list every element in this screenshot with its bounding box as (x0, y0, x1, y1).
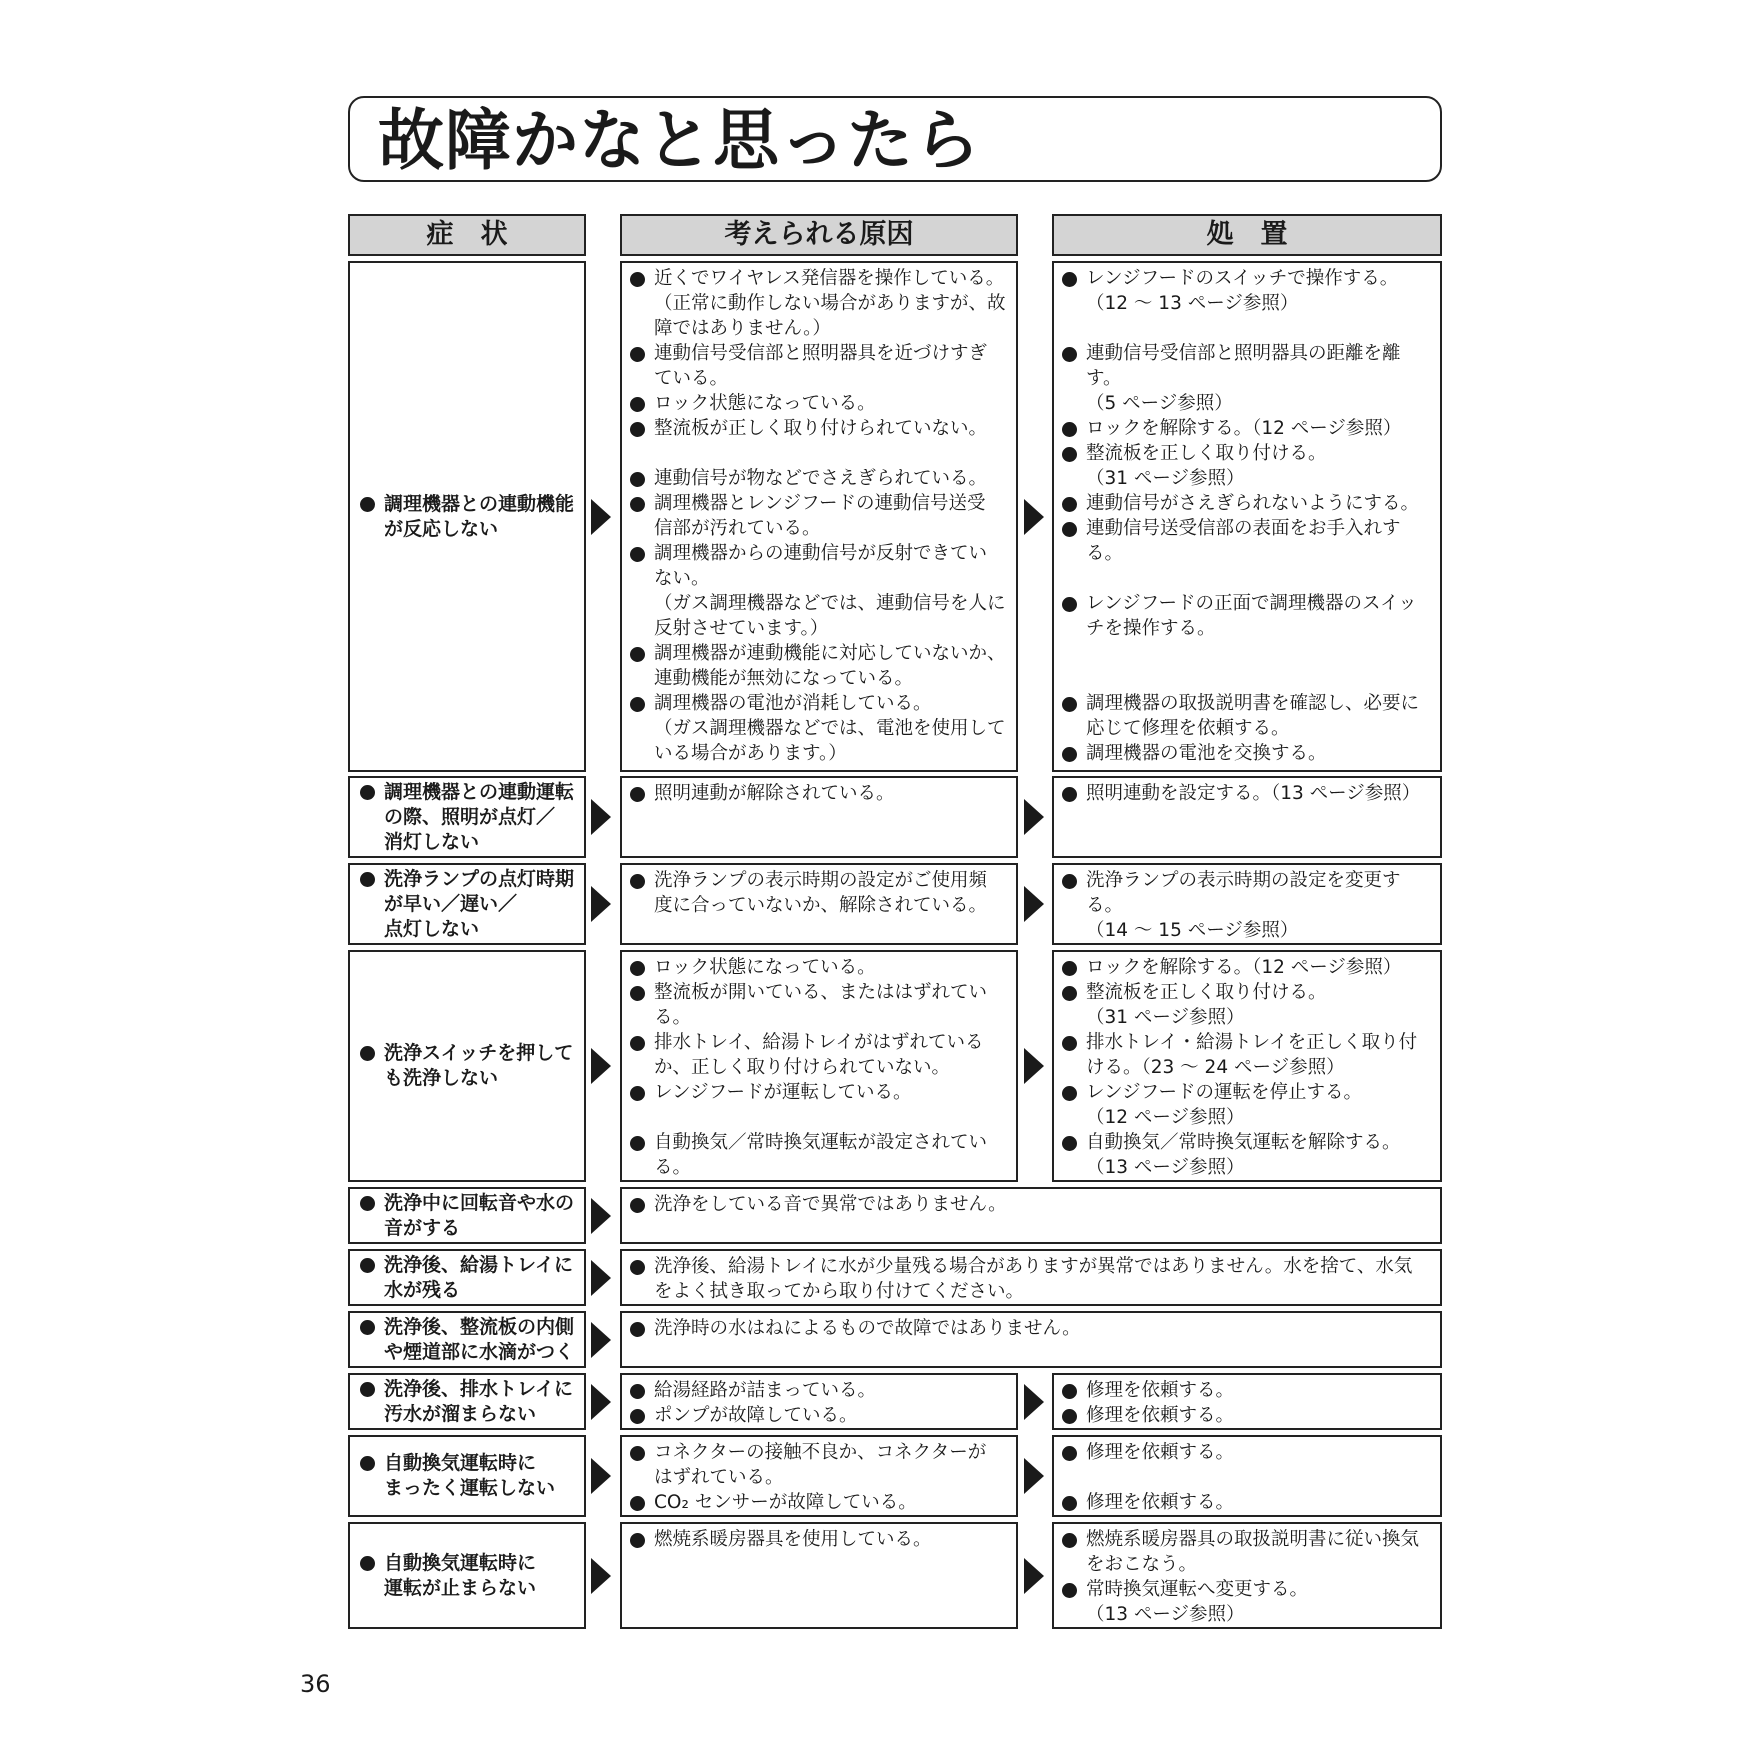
spacer (628, 441, 1010, 466)
bullet-item: レンジフードが運転している。 (628, 1080, 1010, 1105)
symptom-lines (384, 1253, 573, 1303)
bullet-icon (360, 872, 375, 887)
symptom-text (358, 1041, 573, 1091)
explanation-cell (620, 1187, 1442, 1244)
explanation-lines (622, 1313, 1440, 1341)
bullet-item: 常時換気運転へ変更する。 (1060, 1577, 1434, 1602)
symptom-line: 消灯しない (384, 830, 480, 853)
action-cell (1052, 1522, 1442, 1629)
symptom-line: も洗浄しない (384, 1067, 499, 1089)
bullet-item: コネクターの接触不良か、コネクターが (628, 1440, 1010, 1465)
symptom-cell (348, 261, 586, 772)
spacer (1060, 1465, 1434, 1490)
page-number: 36 (300, 1670, 331, 1698)
continuation-line: （ガス調理機器などでは、電池を使用して (654, 718, 1006, 739)
arrow-icon (1024, 1048, 1044, 1084)
bullet-item: 燃焼系暖房器具の取扱説明書に従い換気 (1060, 1527, 1434, 1552)
cause-lines (622, 865, 1016, 918)
action-lines (1054, 263, 1440, 766)
bullet-icon (360, 1320, 375, 1335)
bullet-item: ロックを解除する。（12 ページ参照） (1060, 416, 1434, 441)
cause-cell (620, 261, 1018, 772)
bullet-item: 整流板が開いている、またははずれてい (628, 980, 1010, 1005)
bullet-item: ロックを解除する。（12 ページ参照） (1060, 955, 1434, 980)
action-lines (1054, 865, 1440, 943)
symptom-line: 洗浄ランプの点灯時期 (384, 867, 575, 890)
bullet-item: 排水トレイ・給湯トレイを正しく取り付 (1060, 1030, 1434, 1055)
cause-lines (622, 778, 1016, 806)
bullet-item: 照明連動を設定する。（13 ページ参照） (1060, 781, 1434, 806)
continuation-line: （31 ページ参照） (1086, 468, 1245, 489)
spacer (1060, 666, 1434, 691)
bullet-icon (360, 1258, 375, 1273)
bullet-item: 洗浄をしている音で異常ではありません。 (628, 1192, 1434, 1217)
symptom-lines (384, 1315, 574, 1365)
symptom-text (358, 780, 574, 855)
bullet-icon (360, 1196, 375, 1211)
header-cause: 考えられる原因 (620, 214, 1018, 256)
bullet-item: 自動換気／常時換気運転が設定されてい (628, 1130, 1010, 1155)
bullet-item: 洗浄ランプの表示時期の設定を変更する。 (1060, 868, 1434, 918)
continuation-line: （13 ページ参照） (1086, 1157, 1245, 1178)
bullet-item: 連動信号送受信部の表面をお手入れする。 (1060, 516, 1434, 566)
action-cell (1052, 1435, 1442, 1517)
bullet-item: ロック状態になっている。 (628, 391, 1010, 416)
bullet-item: 排水トレイ、給湯トレイがはずれている (628, 1030, 1010, 1055)
continuation-line: 応じて修理を依頼する。 (1086, 718, 1290, 739)
action-cell (1052, 261, 1442, 772)
bullet-item: ポンプが故障している。 (628, 1403, 1010, 1428)
continuation-line: （ガス調理機器などでは、連動信号を人に (654, 593, 1006, 614)
symptom-line: が反応しない (384, 517, 499, 540)
symptom-cell (348, 1373, 586, 1430)
cause-cell (620, 1373, 1018, 1430)
symptom-text (358, 867, 574, 942)
continuation-line: 反射させています。） (654, 618, 829, 639)
bullet-item: 整流板が正しく取り付けられていない。 (628, 416, 1010, 441)
arrow-icon (1024, 799, 1044, 835)
continuation-line: はずれている。 (654, 1467, 784, 1488)
bullet-item: 洗浄時の水はねによるもので故障ではありません。 (628, 1316, 1434, 1341)
bullet-item: 調理機器が連動機能に対応していないか、 (628, 641, 1010, 666)
action-cell (1052, 863, 1442, 945)
bullet-item: 連動信号が物などでさえぎられている。 (628, 466, 1010, 491)
bullet-item: 調理機器の電池が消耗している。 (628, 691, 1010, 716)
symptom-lines (384, 1041, 573, 1091)
title-box (348, 96, 1442, 182)
symptom-text (358, 1191, 574, 1241)
page-title: 故障かなと思ったら (378, 102, 981, 179)
arrow-icon (591, 1260, 611, 1296)
symptom-cell (348, 863, 586, 945)
arrow-icon (1024, 1458, 1044, 1494)
symptom-lines (384, 1377, 573, 1427)
bullet-item: 洗浄ランプの表示時期の設定がご使用頻 (628, 868, 1010, 893)
arrow-icon (591, 499, 611, 535)
arrow-icon (1024, 499, 1044, 535)
bullet-icon (360, 785, 375, 800)
bullet-item: 調理機器の電池を交換する。 (1060, 741, 1434, 766)
continuation-line: をおこなう。 (1086, 1554, 1198, 1575)
bullet-icon (360, 1046, 375, 1061)
explanation-lines (622, 1189, 1440, 1217)
symptom-line: 洗浄後、給湯トレイに (384, 1253, 574, 1276)
cause-cell (620, 1435, 1018, 1517)
arrow-icon (591, 1048, 611, 1084)
bullet-item: 調理機器からの連動信号が反射できてい (628, 541, 1010, 566)
symptom-lines (384, 492, 574, 542)
action-cell (1052, 776, 1442, 858)
continuation-line: （12 ～ 13 ページ参照） (1086, 293, 1299, 314)
symptom-lines (384, 867, 574, 942)
explanation-cell (620, 1311, 1442, 1368)
arrow-icon (1024, 1558, 1044, 1594)
cause-cell (620, 863, 1018, 945)
symptom-text (358, 1377, 573, 1427)
spacer (1060, 316, 1434, 341)
bullet-item: 修理を依頼する。 (1060, 1378, 1434, 1403)
bullet-item: 近くでワイヤレス発信器を操作している。 (628, 266, 1010, 291)
symptom-cell (348, 1435, 586, 1517)
symptom-line: 汚水が溜まらない (384, 1402, 537, 1425)
bullet-item: 調理機器の取扱説明書を確認し、必要に (1060, 691, 1434, 716)
action-lines (1054, 1524, 1440, 1627)
symptom-line: 自動換気運転時に (384, 1452, 537, 1474)
continuation-line: （12 ページ参照） (1086, 1107, 1245, 1128)
symptom-line: や煙道部に水滴がつく (384, 1340, 575, 1363)
bullet-icon (360, 1556, 375, 1571)
symptom-line: 洗浄スイッチを押して (384, 1042, 574, 1064)
continuation-line: （正常に動作しない場合がありますが、故 (654, 293, 1006, 314)
bullet-item: 調理機器とレンジフードの連動信号送受 (628, 491, 1010, 516)
symptom-text (358, 1253, 573, 1303)
action-lines (1054, 952, 1440, 1180)
symptom-line: 音がする (384, 1216, 461, 1239)
cause-cell (620, 776, 1018, 858)
action-lines (1054, 1375, 1440, 1428)
bullet-item: 燃焼系暖房器具を使用している。 (628, 1527, 1010, 1552)
bullet-icon (360, 497, 375, 512)
symptom-text (358, 1551, 536, 1601)
symptom-line: が早い／遅い／ (384, 892, 518, 915)
spacer (1060, 641, 1434, 666)
action-cell (1052, 950, 1442, 1182)
symptom-line: 洗浄中に回転音や水の (384, 1191, 575, 1214)
symptom-line: の際、照明が点灯／ (384, 805, 556, 828)
continuation-line: ている。 (654, 368, 729, 389)
bullet-item: 連動信号がさえぎられないようにする。 (1060, 491, 1434, 516)
continuation-line: （13 ページ参照） (1086, 1604, 1245, 1625)
symptom-line: 調理機器との連動運転 (384, 780, 575, 803)
continuation-line: チを操作する。 (1086, 618, 1216, 639)
continuation-line: ける。（23 ～ 24 ページ参照） (1086, 1057, 1345, 1078)
symptom-line: まったく運転しない (384, 1477, 556, 1499)
continuation-line: 信部が汚れている。 (654, 518, 821, 539)
arrow-icon (1024, 886, 1044, 922)
bullet-item: 修理を依頼する。 (1060, 1440, 1434, 1465)
header-symptom: 症 状 (348, 214, 586, 256)
symptom-line: 点灯しない (384, 917, 480, 940)
symptom-line: 自動換気運転時に (384, 1551, 537, 1574)
cause-lines (622, 1375, 1016, 1428)
symptom-line: 洗浄後、排水トレイに (384, 1377, 574, 1400)
header-action: 処 置 (1052, 214, 1442, 256)
bullet-item: レンジフードのスイッチで操作する。 (1060, 266, 1434, 291)
arrow-icon (591, 1558, 611, 1594)
bullet-item: ロック状態になっている。 (628, 955, 1010, 980)
bullet-item: 整流板を正しく取り付ける。 (1060, 441, 1434, 466)
arrow-icon (591, 1384, 611, 1420)
bullet-item: レンジフードの運転を停止する。 (1060, 1080, 1434, 1105)
bullet-icon (360, 1382, 375, 1397)
bullet-item: 自動換気／常時換気運転を解除する。 (1060, 1130, 1434, 1155)
bullet-item: 洗浄後、給湯トレイに水が少量残る場合がありますが異常ではありません。水を捨て、水気 (628, 1254, 1434, 1279)
bullet-item: 修理を依頼する。 (1060, 1403, 1434, 1428)
continuation-line: ない。 (654, 568, 710, 589)
bullet-item: 連動信号受信部と照明器具の距離を離す。 (1060, 341, 1434, 391)
symptom-text (358, 1451, 555, 1501)
continuation-line: 連動機能が無効になっている。 (654, 668, 914, 689)
cause-cell (620, 950, 1018, 1182)
cause-cell (620, 1522, 1018, 1629)
continuation-line: （31 ページ参照） (1086, 1007, 1245, 1028)
cause-lines (622, 952, 1016, 1180)
action-cell (1052, 1373, 1442, 1430)
bullet-item: CO₂ センサーが故障している。 (628, 1490, 1010, 1515)
bullet-item: レンジフードの正面で調理機器のスイッ (1060, 591, 1434, 616)
bullet-item: 連動信号受信部と照明器具を近づけすぎ (628, 341, 1010, 366)
spacer (628, 1105, 1010, 1130)
action-lines (1054, 778, 1440, 806)
symptom-cell (348, 1187, 586, 1244)
symptom-text (358, 1315, 574, 1365)
arrow-icon (591, 799, 611, 835)
symptom-line: 調理機器との連動機能 (384, 492, 575, 515)
bullet-icon (360, 1456, 375, 1471)
symptom-cell (348, 1522, 586, 1629)
symptom-cell (348, 776, 586, 858)
symptom-cell (348, 950, 586, 1182)
continuation-line: （5 ページ参照） (1086, 393, 1233, 414)
explanation-lines (622, 1251, 1440, 1304)
symptom-line: 運転が止まらない (384, 1576, 537, 1599)
arrow-icon (1024, 1384, 1044, 1420)
bullet-item: 整流板を正しく取り付ける。 (1060, 980, 1434, 1005)
continuation-line: （14 ～ 15 ページ参照） (1086, 920, 1299, 941)
symptom-lines (384, 1451, 555, 1501)
continuation-line: か、正しく取り付けられていない。 (654, 1057, 951, 1078)
symptom-text (358, 492, 574, 542)
arrow-icon (591, 1198, 611, 1234)
spacer (1060, 566, 1434, 591)
explanation-cell (620, 1249, 1442, 1306)
action-lines (1054, 1437, 1440, 1515)
cause-lines (622, 1524, 1016, 1552)
continuation-line: る。 (654, 1007, 692, 1028)
continuation-line: る。 (654, 1157, 692, 1178)
bullet-item: 照明連動が解除されている。 (628, 781, 1010, 806)
continuation-line: 度に合っていないか、解除されている。 (654, 895, 988, 916)
cause-lines (622, 263, 1016, 766)
arrow-icon (591, 886, 611, 922)
bullet-item: 修理を依頼する。 (1060, 1490, 1434, 1515)
symptom-cell (348, 1311, 586, 1368)
arrow-icon (591, 1458, 611, 1494)
continuation-line: をよく拭き取ってから取り付けてください。 (654, 1281, 1025, 1302)
continuation-line: いる場合があります。） (654, 743, 847, 764)
bullet-item: 給湯経路が詰まっている。 (628, 1378, 1010, 1403)
symptom-line: 水が残る (384, 1278, 461, 1301)
symptom-lines (384, 780, 574, 855)
symptom-lines (384, 1551, 536, 1601)
symptom-lines (384, 1191, 574, 1241)
cause-lines (622, 1437, 1016, 1515)
arrow-icon (591, 1322, 611, 1358)
continuation-line: 障ではありません。） (654, 318, 831, 339)
symptom-line: 洗浄後、整流板の内側 (384, 1315, 575, 1338)
symptom-cell (348, 1249, 586, 1306)
